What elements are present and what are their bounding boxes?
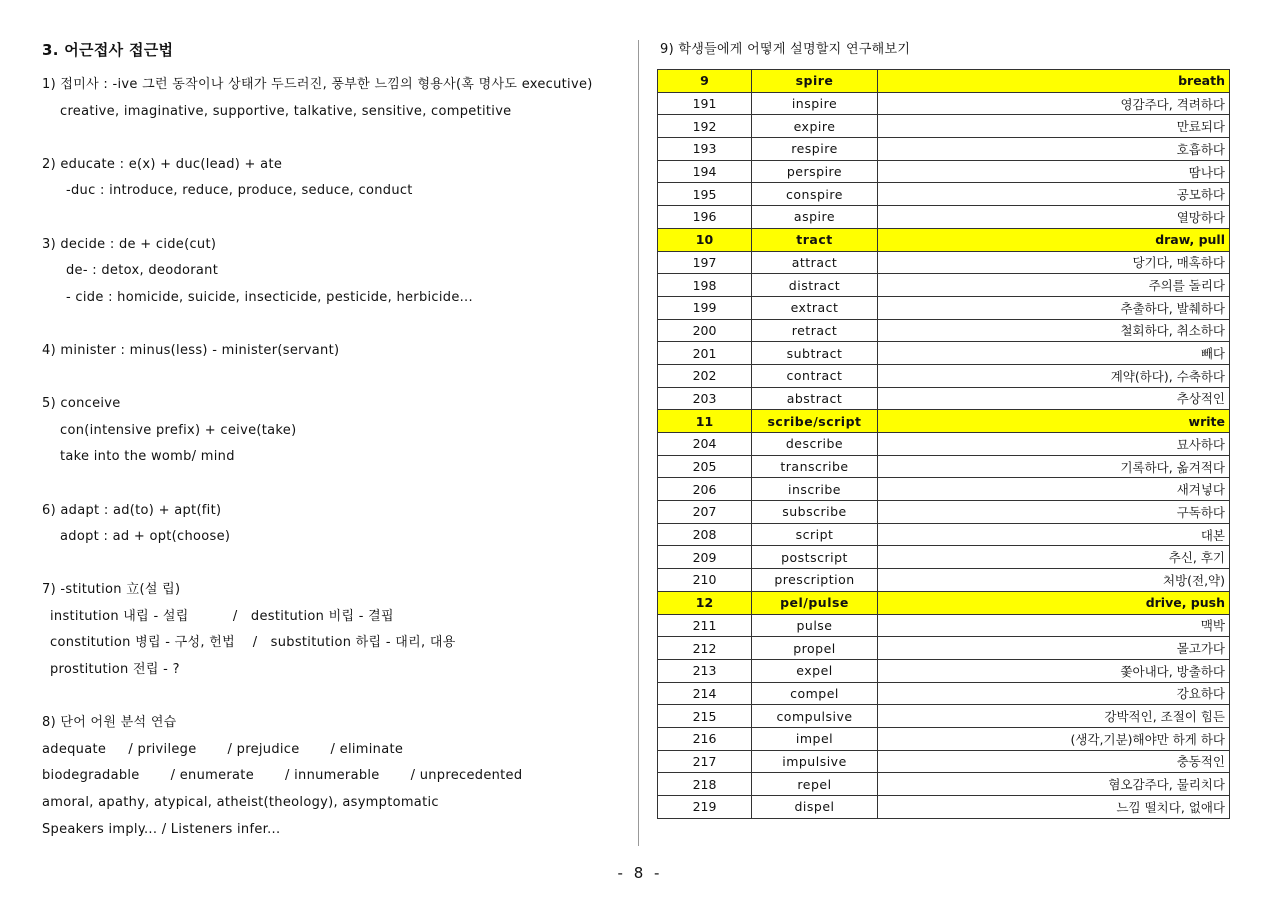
row-word: pel/pulse xyxy=(752,591,878,614)
blank-line xyxy=(42,311,622,338)
row-meaning: 느낌 떨치다, 없애다 xyxy=(878,796,1230,819)
table-row xyxy=(658,206,1230,229)
page-number: - 8 - xyxy=(617,864,663,882)
text-line: creative, imaginative, supportive, talkative, sensitive, competitive xyxy=(60,103,512,119)
table-group-header-row xyxy=(658,228,1230,251)
row-number: 203 xyxy=(658,387,752,410)
row-word: extract xyxy=(752,296,878,319)
section-title: 3. 어근접사 접근법 xyxy=(42,41,174,59)
table-group-header-row xyxy=(658,410,1230,433)
table-row xyxy=(658,115,1230,138)
row-meaning: 계약(하다), 수축하다 xyxy=(878,364,1230,387)
row-meaning: 대본 xyxy=(878,523,1230,546)
row-number: 204 xyxy=(658,433,752,456)
row-word: transcribe xyxy=(752,455,878,478)
row-number: 213 xyxy=(658,659,752,682)
row-meaning: write xyxy=(878,410,1230,433)
table-row xyxy=(658,796,1230,819)
row-word: inspire xyxy=(752,92,878,115)
row-meaning: 땀나다 xyxy=(878,160,1230,183)
row-word: prescription xyxy=(752,569,878,592)
row-word: contract xyxy=(752,364,878,387)
row-meaning: (생각,기분)해야만 하게 하다 xyxy=(878,727,1230,750)
row-word: propel xyxy=(752,637,878,660)
row-number: 194 xyxy=(658,160,752,183)
row-meaning: 추출하다, 발췌하다 xyxy=(878,296,1230,319)
row-word: script xyxy=(752,523,878,546)
row-word: compulsive xyxy=(752,705,878,728)
left-column xyxy=(42,40,622,843)
row-word: retract xyxy=(752,319,878,342)
table-row xyxy=(658,659,1230,682)
text-line: adopt : ad + opt(choose) xyxy=(60,529,231,545)
text-line: 1) 접미사 : -ive 그런 동작이나 상태가 두드러진, 풍부한 느낌의 형용사(혹 명사도 executive) xyxy=(42,77,593,92)
table-group-header-row xyxy=(658,70,1230,93)
row-number: 210 xyxy=(658,569,752,592)
text-line: biodegradable / enumerate / innumerable / unprecedented xyxy=(42,768,523,784)
row-word: distract xyxy=(752,274,878,297)
row-number: 196 xyxy=(658,206,752,229)
row-meaning: 묘사하다 xyxy=(878,433,1230,456)
row-meaning: 강박적인, 조절이 힘든 xyxy=(878,705,1230,728)
row-number: 211 xyxy=(658,614,752,637)
table-row xyxy=(658,319,1230,342)
row-word: repel xyxy=(752,773,878,796)
table-row xyxy=(658,387,1230,410)
table-row xyxy=(658,546,1230,569)
row-meaning: 혐오감주다, 물리치다 xyxy=(878,773,1230,796)
table-row xyxy=(658,296,1230,319)
row-number: 191 xyxy=(658,92,752,115)
table-row xyxy=(658,727,1230,750)
row-meaning: 몰고가다 xyxy=(878,637,1230,660)
row-meaning: 당기다, 매혹하다 xyxy=(878,251,1230,274)
row-number: 212 xyxy=(658,637,752,660)
row-word: aspire xyxy=(752,206,878,229)
table-group-header-row xyxy=(658,591,1230,614)
row-number: 11 xyxy=(658,410,752,433)
row-word: expire xyxy=(752,115,878,138)
row-number: 219 xyxy=(658,796,752,819)
blank-line xyxy=(42,551,622,578)
text-line: 3) decide : de + cide(cut) xyxy=(42,236,217,252)
table-row xyxy=(658,750,1230,773)
row-word: subscribe xyxy=(752,501,878,524)
row-number: 10 xyxy=(658,228,752,251)
table-row xyxy=(658,637,1230,660)
text-line: de- : detox, deodorant xyxy=(66,263,219,279)
row-word: expel xyxy=(752,659,878,682)
row-number: 209 xyxy=(658,546,752,569)
text-line: institution 내립 - 설립 / destitution 비립 - 결핍 xyxy=(50,608,394,624)
row-meaning: 철회하다, 취소하다 xyxy=(878,319,1230,342)
row-number: 195 xyxy=(658,183,752,206)
text-line: 5) conceive xyxy=(42,396,121,412)
row-meaning: 추신, 후기 xyxy=(878,546,1230,569)
row-meaning: 새겨넣다 xyxy=(878,478,1230,501)
row-meaning: 영감주다, 격려하다 xyxy=(878,92,1230,115)
row-word: spire xyxy=(752,70,878,93)
row-meaning: draw, pull xyxy=(878,228,1230,251)
row-meaning: 처방(전,약) xyxy=(878,569,1230,592)
text-line: 8) 단어 어원 분석 연습 xyxy=(42,715,177,731)
table-row xyxy=(658,682,1230,705)
row-number: 215 xyxy=(658,705,752,728)
table-row xyxy=(658,705,1230,728)
row-number: 198 xyxy=(658,274,752,297)
table-row xyxy=(658,251,1230,274)
table-row xyxy=(658,501,1230,524)
row-word: compel xyxy=(752,682,878,705)
row-number: 208 xyxy=(658,523,752,546)
text-line: -duc : introduce, reduce, produce, seduce, conduct xyxy=(66,183,413,199)
row-word: attract xyxy=(752,251,878,274)
text-line: 7) -stitution 立(설 립) xyxy=(42,582,181,598)
row-meaning: 쫓아내다, 방출하다 xyxy=(878,659,1230,682)
table-title: 9) 학생들에게 어떻게 설명할지 연구해보기 xyxy=(660,42,911,57)
row-word: subtract xyxy=(752,342,878,365)
row-meaning: 공모하다 xyxy=(878,183,1230,206)
row-number: 201 xyxy=(658,342,752,365)
table-row xyxy=(658,773,1230,796)
row-meaning: 강요하다 xyxy=(878,682,1230,705)
table-row xyxy=(658,455,1230,478)
row-meaning: 주의를 돌리다 xyxy=(878,274,1230,297)
row-number: 207 xyxy=(658,501,752,524)
text-line: prostitution 전립 - ? xyxy=(50,662,180,678)
text-line: 4) minister : minus(less) - minister(servant) xyxy=(42,342,340,358)
blank-line xyxy=(42,125,622,152)
table-row xyxy=(658,342,1230,365)
row-number: 216 xyxy=(658,727,752,750)
table-row xyxy=(658,614,1230,637)
row-word: pulse xyxy=(752,614,878,637)
row-word: impulsive xyxy=(752,750,878,773)
row-word: perspire xyxy=(752,160,878,183)
text-line: con(intensive prefix) + ceive(take) xyxy=(60,422,297,438)
vocab-table xyxy=(657,69,1230,819)
table-row xyxy=(658,433,1230,456)
text-line: adequate / privilege / prejudice / eliminate xyxy=(42,741,404,757)
blank-line xyxy=(42,205,622,232)
row-number: 205 xyxy=(658,455,752,478)
text-line: amoral, apathy, atypical, atheist(theology), asymptomatic xyxy=(42,795,439,811)
text-line: constitution 병립 - 구성, 헌법 / substitution 하립 - 대리, 대용 xyxy=(50,635,456,651)
row-number: 199 xyxy=(658,296,752,319)
row-meaning: 구독하다 xyxy=(878,501,1230,524)
blank-line xyxy=(42,471,622,498)
row-meaning: drive, push xyxy=(878,591,1230,614)
row-meaning: 충동적인 xyxy=(878,750,1230,773)
row-meaning: 호흡하다 xyxy=(878,138,1230,161)
text-line: take into the womb/ mind xyxy=(60,449,235,465)
table-row xyxy=(658,92,1230,115)
row-meaning: 맥박 xyxy=(878,614,1230,637)
row-meaning: 열망하다 xyxy=(878,206,1230,229)
row-number: 193 xyxy=(658,138,752,161)
blank-line xyxy=(42,365,622,392)
row-number: 197 xyxy=(658,251,752,274)
row-number: 12 xyxy=(658,591,752,614)
table-row xyxy=(658,364,1230,387)
text-line: - cide : homicide, suicide, insecticide, pesticide, herbicide... xyxy=(66,289,473,305)
table-row xyxy=(658,478,1230,501)
table-row xyxy=(658,138,1230,161)
row-word: conspire xyxy=(752,183,878,206)
row-word: dispel xyxy=(752,796,878,819)
column-divider xyxy=(638,40,639,846)
row-number: 218 xyxy=(658,773,752,796)
row-word: describe xyxy=(752,433,878,456)
row-word: tract xyxy=(752,228,878,251)
table-row xyxy=(658,523,1230,546)
row-number: 214 xyxy=(658,682,752,705)
row-number: 192 xyxy=(658,115,752,138)
row-number: 217 xyxy=(658,750,752,773)
row-number: 9 xyxy=(658,70,752,93)
row-meaning: 추상적인 xyxy=(878,387,1230,410)
table-row xyxy=(658,274,1230,297)
row-word: scribe/script xyxy=(752,410,878,433)
row-number: 200 xyxy=(658,319,752,342)
table-row xyxy=(658,160,1230,183)
row-word: abstract xyxy=(752,387,878,410)
row-number: 202 xyxy=(658,364,752,387)
text-line: Speakers imply... / Listeners infer... xyxy=(42,821,281,837)
row-meaning: 만료되다 xyxy=(878,115,1230,138)
row-meaning: 기록하다, 옮겨적다 xyxy=(878,455,1230,478)
row-number: 206 xyxy=(658,478,752,501)
row-word: respire xyxy=(752,138,878,161)
row-word: impel xyxy=(752,727,878,750)
text-line: 6) adapt : ad(to) + apt(fit) xyxy=(42,502,222,518)
row-meaning: breath xyxy=(878,70,1230,93)
blank-line xyxy=(42,684,622,711)
row-word: postscript xyxy=(752,546,878,569)
row-meaning: 빼다 xyxy=(878,342,1230,365)
table-row xyxy=(658,569,1230,592)
text-line: 2) educate : e(x) + duc(lead) + ate xyxy=(42,156,283,172)
table-row xyxy=(658,183,1230,206)
row-word: inscribe xyxy=(752,478,878,501)
